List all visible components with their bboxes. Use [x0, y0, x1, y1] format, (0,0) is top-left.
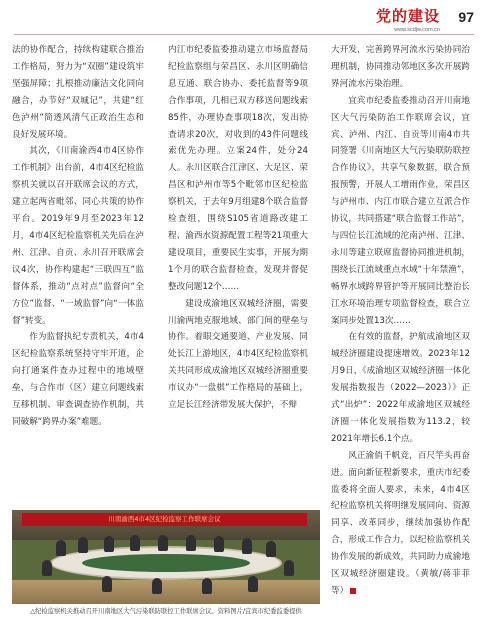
photo-floor: [12, 580, 320, 604]
paragraph: 大开发，完善跨界河流水污染协同治理机制，协同推动邻地区多次开展跨界河流水污染治理。: [331, 45, 470, 89]
paragraph: 作为监督执纪专责机关，4市4区纪检监察系统坚持守牢开道，企向打通案件查办过程中的地域壁垒，与合作市（区）建立问题线索互移机制、审查调查协作机制，共同破解“跨界办案”难题。: [12, 332, 144, 427]
photo-banner: 川南渝西4市4区纪检监察工作联席会议: [22, 513, 307, 526]
attendee: [152, 578, 162, 594]
text-column-1: [12, 42, 144, 500]
attendee: [158, 535, 168, 551]
paragraph-final-text: 风正渝俏千帆竞，百尺竿头再奋进。面向新征程新要求，重庆市纪委监委将全面人要求，未来，4市4区纪检监察机关将明继发展同向、资源同享、改革同步，继续加强协作配合，形成工作合力，以纪检监察机关协作发展的新成效，共同助力成渝地区双城经济圈建设。（黄敏/蒋菲菲等）: [331, 450, 470, 596]
text-column-2: [168, 42, 308, 500]
attendee: [242, 538, 252, 554]
attendee: [284, 560, 294, 576]
attendee: [202, 578, 212, 594]
paragraph: 在有效的监督，护航成渝地区双城经济圈建设提速增效。2023年12月9日，《成渝地区双城经济圈一体化发展指数报告（2022—2023）》正式“出炉”：2022年成渝地区双城经济圈一体化发展指数为113.2，较2021年增长6.1个点。: [331, 332, 470, 444]
attendee: [266, 541, 276, 557]
header-divider: [14, 34, 474, 35]
masthead: [344, 5, 474, 45]
table-center: [82, 554, 250, 572]
meeting-photo: [12, 510, 320, 604]
paragraph: 内江市纪委监委推动建立市场监督局纪检监察组与荣昌区、永川区明确信息互通、联合协办、委托监督等9项合作事项，几相已双方移送问题线索85件，办理协查事项18次，发出协查请求20次，对收到的43件问题线索优先办理。立案24件，处分24人。永川区联合江津区、大足区、荣昌区和泸州市等5个毗邻市区纪检监察机关，于去年9月组建8个联合监督检查组，围绕S105省道路改建工程、渝西水资源配置工程等21项重大建设项目，重要民生实事，开展为期1个月的联合监督检查，发现并督促整改问题12个……: [168, 45, 308, 292]
end-mark-icon: [350, 588, 356, 594]
paragraph: 其次，《川南渝西4市4区协作工作机制》出台前，4市4区纪检监察机关就以召开联席会议的方式，建立起两省毗邻、同心共策的协作平台。2019年9月至2023年12月，4市4区纪检监察机关先后在泸州、江津、自贡、永川召开联席会议4次，协作构建起“三联四互”监督体系，推动“点对点”监督向“全方位”监督、“一域监督”向“一体监督”转变。: [12, 146, 144, 326]
paragraph: 宜宾市纪委监委推动召开川南地区大气污染防治工作联席会议，宜宾、泸州、内江、自贡等川南4市共同签署《川南地区大气污染联防联控合作协议》，共享气象数据，联合预报预警，开展人工增雨作业，荣昌区与泸州市、内江市联合建立互派合作协议，共同搭建“联合监督工作站”，与四位长江流域的沱南泸州、江津、永川等建立联席监督协同推进机制，围绕长江流域重点水域“十年禁渔”，畅界水域跨界管护等开展同比整治长江水环境治理专项监督检查，联合立案同步处置13次……: [331, 95, 470, 326]
paragraph: 建设成渝地区双城经济圈，需要川渝两地克服地域、部门间的壁垒与协作。着眼交通要道、产业发展、同处长江上游地区，4市4区纪检监察机关共同形成成渝地区双城经济圈重要市议办“一盘棋”工作格局的基础上，立足长江经济带发展大保护，不辩: [168, 298, 308, 411]
page-number: 97: [458, 9, 474, 25]
attendee: [78, 537, 88, 553]
attendee: [56, 540, 66, 556]
magazine-logo: 党的建设: [375, 7, 440, 25]
photo-caption: △纪检监察机关推动召开川南地区大气污染联防联控工作联席会议。资料图片/宜宾市纪委监委提供: [30, 608, 302, 615]
attendee: [102, 576, 112, 592]
attendee: [42, 560, 52, 576]
paragraph: 法的协作配合，持续构建联合推治工作格局，努力为“双圈”建设筑牢坚强屏障；扎根推动廉洁文化同向融合，办节好“双城记”，共建“红色泸州”简透风清气正政治生态和良好发展环境。: [12, 45, 144, 140]
attendee: [104, 536, 114, 552]
magazine-url[interactable]: www.scdjw.com.cn: [394, 27, 440, 33]
attendee: [186, 535, 196, 551]
attendee: [214, 536, 224, 552]
attendee: [130, 535, 140, 551]
text-column-3: [331, 42, 470, 638]
attendee: [248, 576, 258, 592]
paragraph-final: [331, 448, 470, 600]
